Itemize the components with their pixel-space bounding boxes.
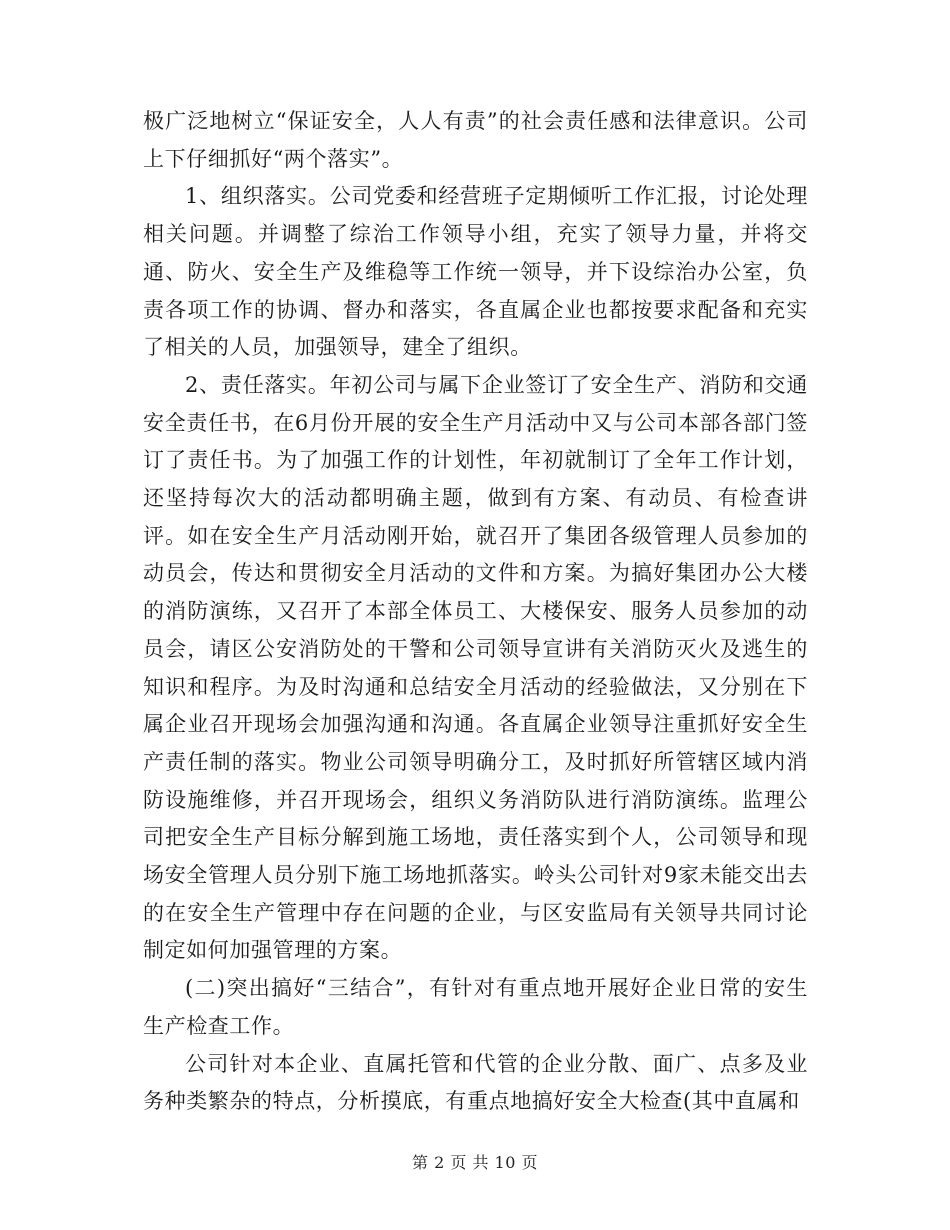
paragraph-continuation: 极广泛地树立“保证安全，人人有责”的社会责任感和法律意识。公司上下仔细抓好“两个落实”。 bbox=[143, 109, 808, 171]
paragraph-section-heading: (二)突出搞好“三结合”，有针对有重点地开展好企业日常的安生生产检查工作。 bbox=[143, 976, 808, 1038]
paragraph-organization: 1、组织落实。公司党委和经营班子定期倾听工作汇报，讨论处理相关问题。并调整了综治工作领导小组，充实了领导力量，并将交通、防火、安全生产及维稳等工作统一领导，并下设综治办公室，负责各项工作的协调、督办和落实，各直属企业也都按要求配备和充实了相关的人员，加强领导，建全了组织。 bbox=[143, 184, 808, 360]
paragraph-inspection: 公司针对本企业、直属托管和代管的企业分散、面广、点多及业务种类繁杂的特点，分析摸底，有重点地搞好安全大检查(其中直属和 bbox=[143, 1051, 808, 1114]
paragraph-responsibility: 2、责任落实。年初公司与属下企业签订了安全生产、消防和交通安全责任书，在6月份开展的安全生产月活动中又与公司本部各部门签订了责任书。为了加强工作的计划性，年初就制订了全年工作计划，还坚持每次大的活动都明确主题，做到有方案、有动员、有检查讲评。如在安全生产月活动刚开始，就召开了集团各级管理人员参加的动员会，传达和贯彻安全月活动的文件和方案。为搞好集团办公大楼的消防演练，又召开了本部全体员工、大楼保安、服务人员参加的动员会，请区公安消防处的干警和公司领导宣讲有关消防灭火及逃生的知识和程序。为及时沟通和总结安全月活动的经验做法，又分别在下属企业召开现场会加强沟通和沟通。各直属企业领导注重抓好安全生产责任制的落实。物业公司领导明确分工，及时抓好所管辖区域内消防设施维修，并召开现场会，组织义务消防队进行消防演练。监理公司把安全生产目标分解到施工场地，责任落实到个人，公司领导和现场安全管理人员分别下施工场地抓落实。岭头公司针对9家未能交出去的在安全生产管理中存在问题的企业，与区安监局有关领导共同讨论制定如何加强管理的方案。 bbox=[143, 372, 808, 963]
document-body bbox=[143, 103, 808, 1121]
page-number-footer: 第 2 页 共 10 页 bbox=[412, 1153, 538, 1172]
